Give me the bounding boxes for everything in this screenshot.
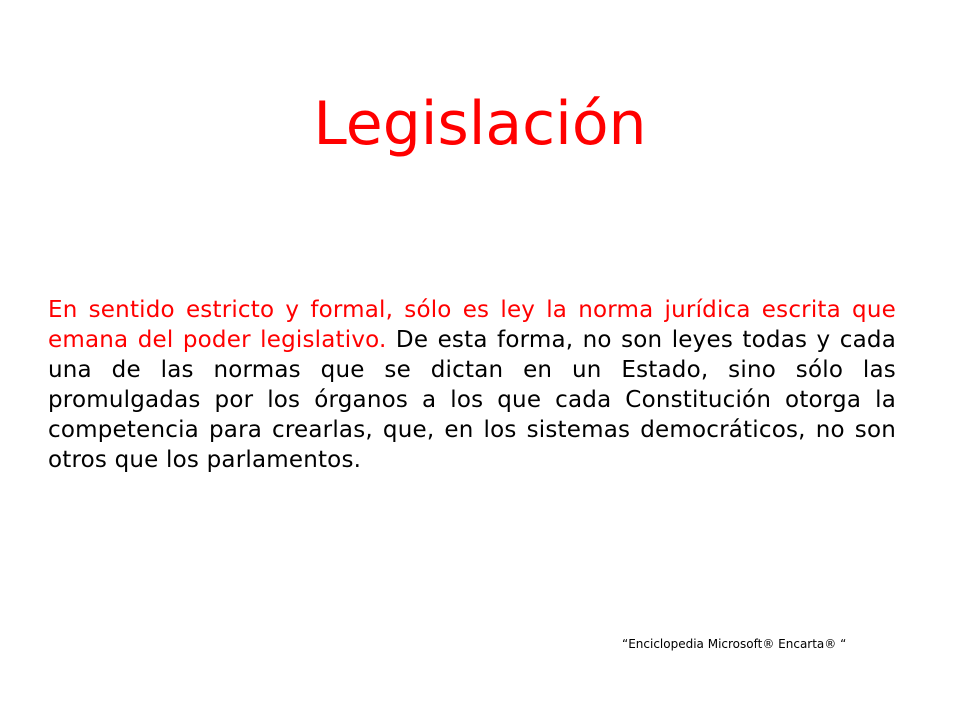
body-text: De esta forma, no son leyes todas y cada una de las normas que se dictan en un Estado, sino sólo las promulgadas por los órganos a los que cada Constitución otorga la competencia para crearlas, que, en los sistemas democráticos, no son otros que los parlamentos. bbox=[48, 327, 897, 473]
source-citation: “Enciclopedia Microsoft® Encarta® “ bbox=[622, 637, 847, 651]
slide-body-paragraph bbox=[48, 295, 896, 475]
highlighted-definition: En sentido estricto y formal, sólo es ley la norma jurídica escrita que emana del poder legislativo. bbox=[48, 297, 896, 353]
slide-title: Legislación bbox=[313, 89, 647, 159]
